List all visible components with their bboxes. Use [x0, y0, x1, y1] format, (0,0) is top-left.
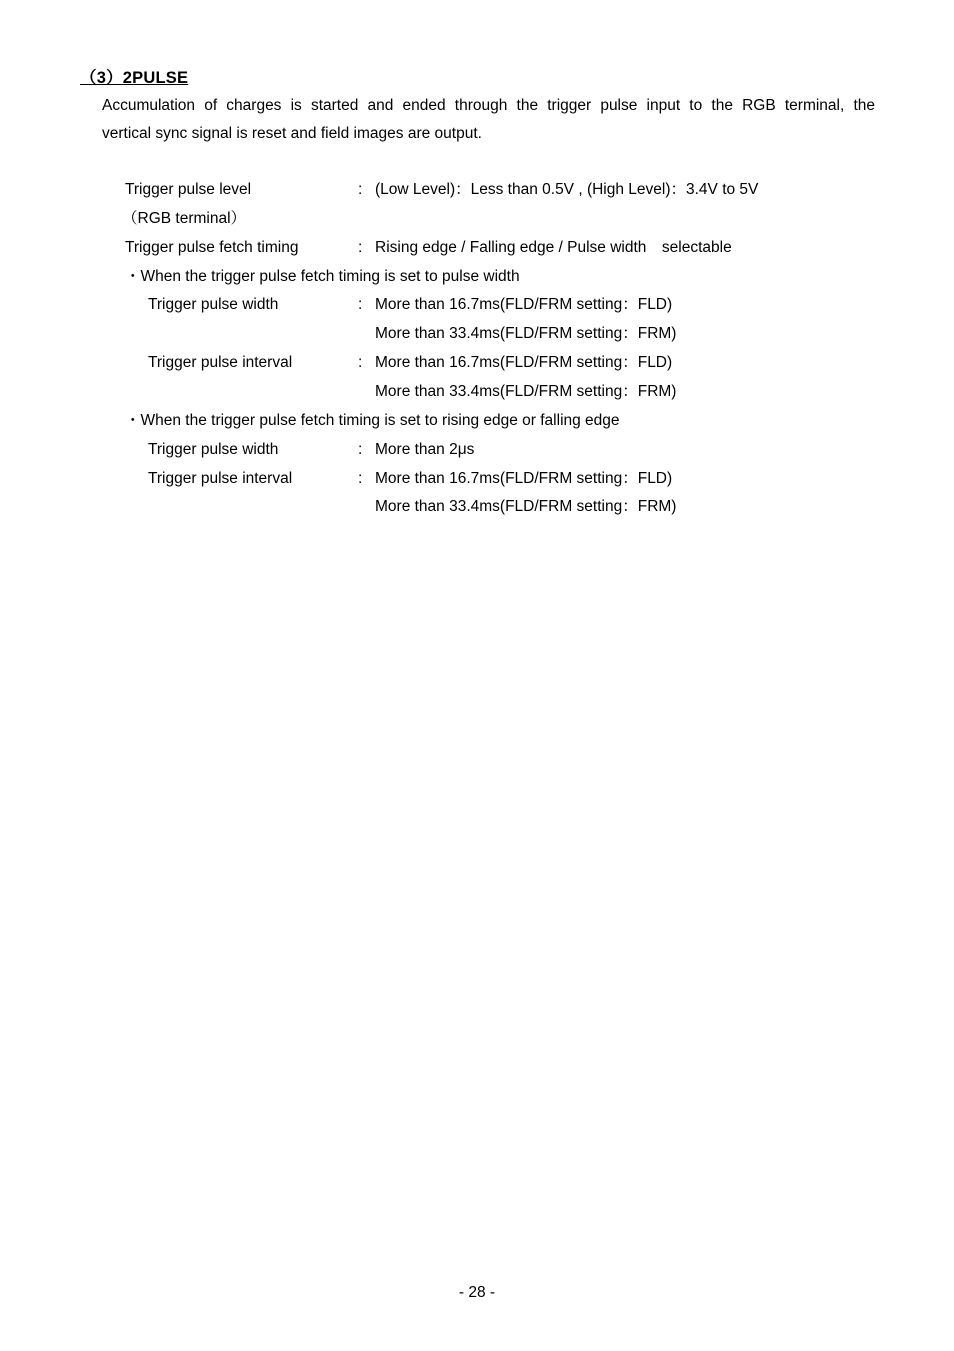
rgb-terminal-label: （RGB terminal）	[122, 210, 247, 227]
spec-row-edge-interval	[0, 468, 954, 490]
edge-interval-value-2: More than 33.4ms(FLD/FRM setting：FRM)	[375, 498, 677, 515]
spec-row-timing	[0, 237, 954, 259]
pw-interval-label: Trigger pulse interval	[148, 354, 293, 371]
spec-row-pw-note	[0, 266, 954, 288]
level-label: Trigger pulse level	[125, 181, 252, 198]
edge-width-label: Trigger pulse width	[148, 441, 279, 458]
edge-interval-value-1: More than 16.7ms(FLD/FRM setting：FLD)	[375, 470, 673, 487]
spec-row-edge-width	[0, 439, 954, 461]
colon: :	[358, 354, 363, 371]
timing-label: Trigger pulse fetch timing	[125, 239, 299, 256]
pw-width-label: Trigger pulse width	[148, 296, 279, 313]
spec-row-pw-interval-2	[0, 381, 954, 403]
colon: :	[358, 181, 363, 198]
pw-interval-value-1: More than 16.7ms(FLD/FRM setting：FLD)	[375, 354, 673, 371]
colon: :	[358, 296, 363, 313]
level-value: (Low Level)：Less than 0.5V , (High Level)：3.4V to 5V	[375, 181, 759, 198]
spec-row-edge-note	[0, 410, 954, 432]
spec-row-pw-width-2	[0, 323, 954, 345]
intro-paragraph	[102, 92, 875, 148]
pw-width-value-1: More than 16.7ms(FLD/FRM setting：FLD)	[375, 296, 673, 313]
spec-row-level	[0, 179, 954, 201]
timing-value: Rising edge / Falling edge / Pulse width selectable	[375, 239, 732, 256]
intro-line-1: Accumulation of charges is started and ended through the trigger pulse input to the RGB terminal, the	[102, 97, 875, 114]
spec-row-edge-interval-2	[0, 496, 954, 518]
intro-line-2: vertical sync signal is reset and field images are output.	[102, 125, 482, 142]
pulse-width-note: ・When the trigger pulse fetch timing is set to pulse width	[125, 268, 520, 285]
edge-interval-label: Trigger pulse interval	[148, 470, 293, 487]
colon: :	[358, 441, 363, 458]
colon: :	[358, 470, 363, 487]
spec-row-pw-width	[0, 294, 954, 316]
spec-row-pw-interval	[0, 352, 954, 374]
page-number: - 28 -	[458, 1284, 496, 1301]
edge-note: ・When the trigger pulse fetch timing is set to rising edge or falling edge	[125, 412, 620, 429]
spec-row-rgb	[0, 208, 954, 230]
pw-width-value-2: More than 33.4ms(FLD/FRM setting：FRM)	[375, 325, 677, 342]
section-heading: （3）2PULSE	[80, 69, 189, 87]
colon: :	[358, 239, 363, 256]
edge-width-value: More than 2μs	[375, 441, 475, 458]
pw-interval-value-2: More than 33.4ms(FLD/FRM setting：FRM)	[375, 383, 677, 400]
